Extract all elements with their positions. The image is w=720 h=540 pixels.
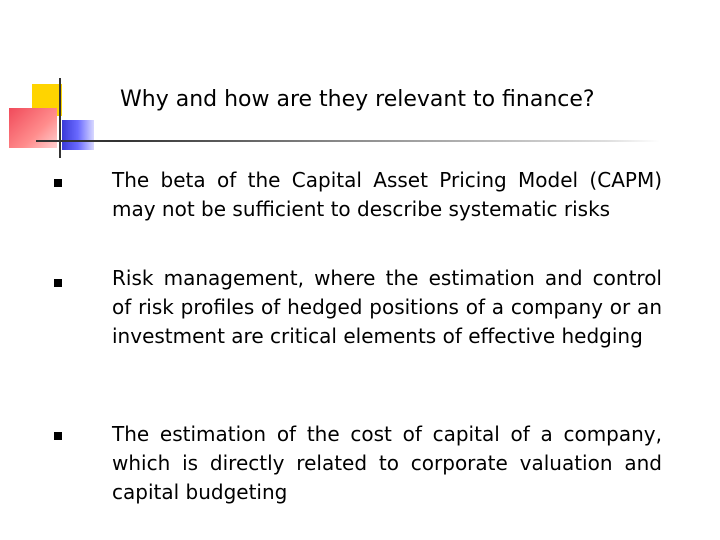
bullet-item-3: The estimation of the cost of capital of a company, which is directly related to corporate valuation and capital budgeting [112, 422, 662, 504]
square-bullet-icon [54, 179, 62, 187]
slide-title: Why and how are they relevant to finance? [120, 87, 595, 112]
bullet-item-2: Risk management, where the estimation and control of risk profiles of hedged positions of a company or an investment are critical elements of effective hedging [112, 266, 662, 348]
color-blocks-logo [0, 0, 130, 170]
square-bullet-icon [54, 432, 62, 440]
blue-square [62, 120, 94, 150]
red-square [9, 108, 57, 148]
vertical-rule [59, 78, 61, 158]
title-underline [120, 140, 660, 142]
bullet-item-1: The beta of the Capital Asset Pricing Model (CAPM) may not be sufficient to describe systematic risks [112, 168, 662, 221]
horizontal-rule [36, 140, 126, 142]
square-bullet-icon [54, 279, 62, 287]
